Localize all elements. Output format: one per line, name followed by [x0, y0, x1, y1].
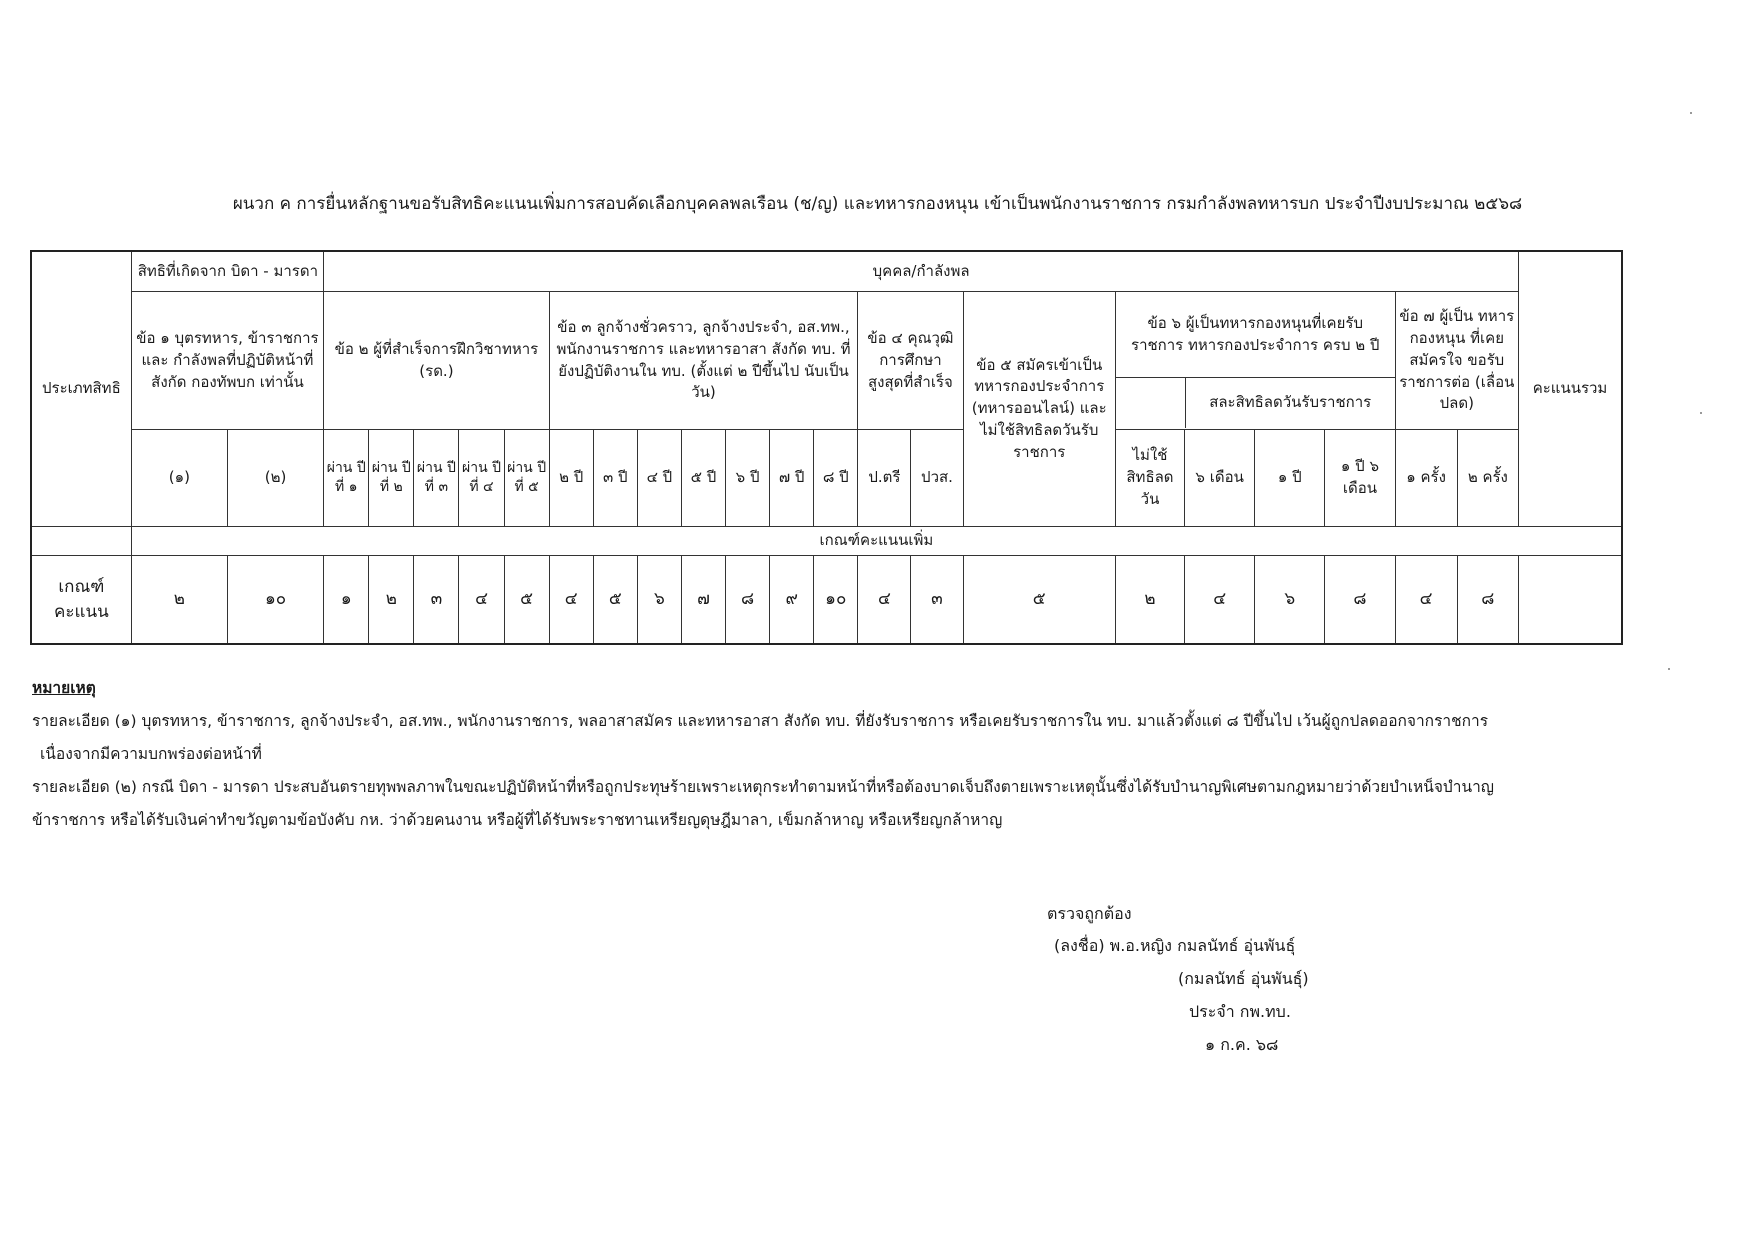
score-cell: ๑๐	[227, 556, 323, 644]
score-cell: ๘	[726, 556, 770, 644]
item2-sub-2: ผ่าน ปีที่ ๒	[369, 430, 414, 526]
item5-header: ข้อ ๕ สมัครเข้าเป็น ทหารกองประจำการ (ทหารออนไลน์) และ ไม่ใช้สิทธิลดวันรับราชการ	[963, 292, 1115, 527]
note-line-4: ข้าราชการ หรือได้รับเงินค่าทำขวัญตามข้อบังคับ กห. ว่าด้วยคนงาน หรือผู้ที่ได้รับพระราชทานเหรียญดุษฎีมาลา, เข็มกล้าหาญ หรือเหรียญกล้าหาญ	[32, 811, 1003, 829]
item6-header-cell	[1115, 292, 1395, 430]
item3-header: ข้อ ๓ ลูกจ้างชั่วคราว, ลูกจ้างประจำ, อส.ทพ., พนักงานราชการ และทหารอาสา สังกัด ทบ. ที่ยังปฏิบัติงานใน ทบ. (ตั้งแต่ ๒ ปีขึ้นไป นับเป็นวัน)	[549, 292, 858, 430]
total-score-cell	[1519, 556, 1622, 644]
score-cell: ๘	[1457, 556, 1518, 644]
notes-heading: หมายเหตุ	[32, 679, 96, 697]
item1-header: ข้อ ๑ บุตรทหาร, ข้าราชการ และ กำลังพลที่ปฏิบัติหน้าที่ สังกัด กองทัพบก เท่านั้น	[131, 292, 323, 430]
score-cell: ๓	[911, 556, 963, 644]
item7-sub-1: ๑ ครั้ง	[1395, 430, 1457, 526]
item2-sub-5: ผ่าน ปีที่ ๕	[504, 430, 549, 526]
score-cell: ๖	[1255, 556, 1325, 644]
score-cell: ๕	[504, 556, 549, 644]
item3-sub-3: ๔ ปี	[637, 430, 681, 526]
score-cell: ๘	[1325, 556, 1395, 644]
item4-sub-2: ปวส.	[911, 430, 963, 526]
item1-sub-2: (๒)	[227, 430, 323, 526]
signer-position: ประจำ กพ.ทบ.	[1189, 1002, 1291, 1021]
score-cell: ๔	[459, 556, 504, 644]
scan-speck	[1690, 112, 1692, 114]
score-cell: ๕	[593, 556, 637, 644]
item3-sub-2: ๓ ปี	[593, 430, 637, 526]
score-cell: ๒	[369, 556, 414, 644]
scan-speck	[1668, 668, 1670, 670]
item6-reduce-header: สละสิทธิลดวันรับราชการ	[1209, 393, 1372, 412]
note-line-2: เนื่องจากมีความบกพร่องต่อหน้าที่	[40, 745, 262, 763]
item4-header: ข้อ ๔ คุณวุฒิ การศึกษา สูงสุดที่สำเร็จ	[858, 292, 963, 430]
note-line-1: รายละเอียด (๑) บุตรทหาร, ข้าราชการ, ลูกจ้างประจำ, อส.ทพ., พนักงานราชการ, พลอาสาสมัคร และทหารอาสา สังกัด ทบ. ที่ยังรับราชการ หรือเคยรับราชการใน ทบ. มาแล้วตั้งแต่ ๘ ปีขึ้นไป เว้นผู้ถูกปลดออกจากราชการ	[32, 712, 1489, 730]
note-line-3: รายละเอียด (๒) กรณี บิดา - มารดา ประสบอันตรายทุพพลภาพในขณะปฏิบัติหน้าที่หรือถูกประทุษร้ายเพราะเหตุกระทำตามหน้าที่หรือต้องบาดเจ็บถึงตายเพราะเหตุนั้นซึ่งได้รับบำนาญพิเศษตามกฎหมายว่าด้วยบำเหน็จบำนาญ	[32, 778, 1495, 796]
signature-date: ๑ ก.ค. ๖๘	[1205, 1035, 1279, 1054]
item6-sub-1: ๖ เดือน	[1185, 430, 1255, 526]
item6-spacer	[1116, 378, 1186, 428]
score-cell: ๖	[637, 556, 681, 644]
item3-sub-1: ๒ ปี	[549, 430, 593, 526]
item6-header: ข้อ ๖ ผู้เป็นทหารกองหนุนที่เคยรับราชการ ทหารกองประจำการ ครบ ๒ ปี	[1116, 293, 1395, 378]
item6-no-right: ไม่ใช้ สิทธิลด วัน	[1115, 430, 1184, 526]
bonus-score-table	[30, 250, 1623, 645]
bonus-label: เกณฑ์คะแนนเพิ่ม	[131, 526, 1622, 555]
score-cell: ๔	[549, 556, 593, 644]
item6-sub-2: ๑ ปี	[1255, 430, 1325, 526]
score-cell: ๔	[1395, 556, 1457, 644]
item7-sub-2: ๒ ครั้ง	[1457, 430, 1518, 526]
score-cell: ๗	[681, 556, 725, 644]
item7-header: ข้อ ๗ ผู้เป็น ทหารกองหนุน ที่เคยสมัครใจ ขอรับราชการต่อ (เลื่อนปลด)	[1395, 292, 1519, 430]
score-cell: ๔	[858, 556, 911, 644]
item6-sub-3: ๑ ปี ๖ เดือน	[1325, 430, 1395, 526]
signer-name: (กมลนัทธ์ อุ่นพันธุ์)	[1178, 969, 1309, 988]
item2-sub-4: ผ่าน ปีที่ ๔	[459, 430, 504, 526]
document-title: ผนวก ค การยื่นหลักฐานขอรับสิทธิคะแนนเพิ่มการสอบคัดเลือกบุคคลพลเรือน (ช/ญ) และทหารกองหนุน เข้าเป็นพนักงานราชการ กรมกำลังพลทหารบก ประจำปีงบประมาณ ๒๕๖๘	[232, 194, 1523, 214]
item4-sub-1: ป.ตรี	[858, 430, 911, 526]
score-cell: ๒	[131, 556, 227, 644]
type-header: ประเภทสิทธิ	[31, 251, 131, 526]
score-cell: ๑	[324, 556, 369, 644]
item2-sub-1: ผ่าน ปีที่ ๑	[324, 430, 369, 526]
score-cell: ๕	[963, 556, 1115, 644]
item3-sub-5: ๖ ปี	[726, 430, 770, 526]
signed-line: (ลงชื่อ) พ.อ.หญิง กมลนัทธ์ อุ่นพันธุ์	[1054, 936, 1296, 955]
item1-sub-1: (๑)	[131, 430, 227, 526]
score-cell: ๒	[1115, 556, 1184, 644]
verified-text: ตรวจถูกต้อง	[1047, 904, 1132, 923]
scan-speck	[1700, 412, 1702, 414]
item3-sub-7: ๘ ปี	[814, 430, 858, 526]
bonus-row-blank	[31, 526, 131, 555]
total-header: คะแนนรวม	[1519, 251, 1622, 526]
item2-header: ข้อ ๒ ผู้ที่สำเร็จการฝึกวิชาทหาร (รด.)	[324, 292, 549, 430]
score-cell: ๙	[770, 556, 814, 644]
score-cell: ๑๐	[814, 556, 858, 644]
item2-sub-3: ผ่าน ปีที่ ๓	[414, 430, 459, 526]
score-cell: ๓	[414, 556, 459, 644]
personal-group-header: บุคคล/กำลังพล	[324, 251, 1519, 292]
score-label: เกณฑ์ คะแนน	[31, 556, 131, 644]
item3-sub-6: ๗ ปี	[770, 430, 814, 526]
notes-section	[32, 672, 1592, 837]
item3-sub-4: ๕ ปี	[681, 430, 725, 526]
parent-group-header: สิทธิที่เกิดจาก บิดา - มารดา	[131, 251, 323, 292]
score-cell: ๔	[1185, 556, 1255, 644]
